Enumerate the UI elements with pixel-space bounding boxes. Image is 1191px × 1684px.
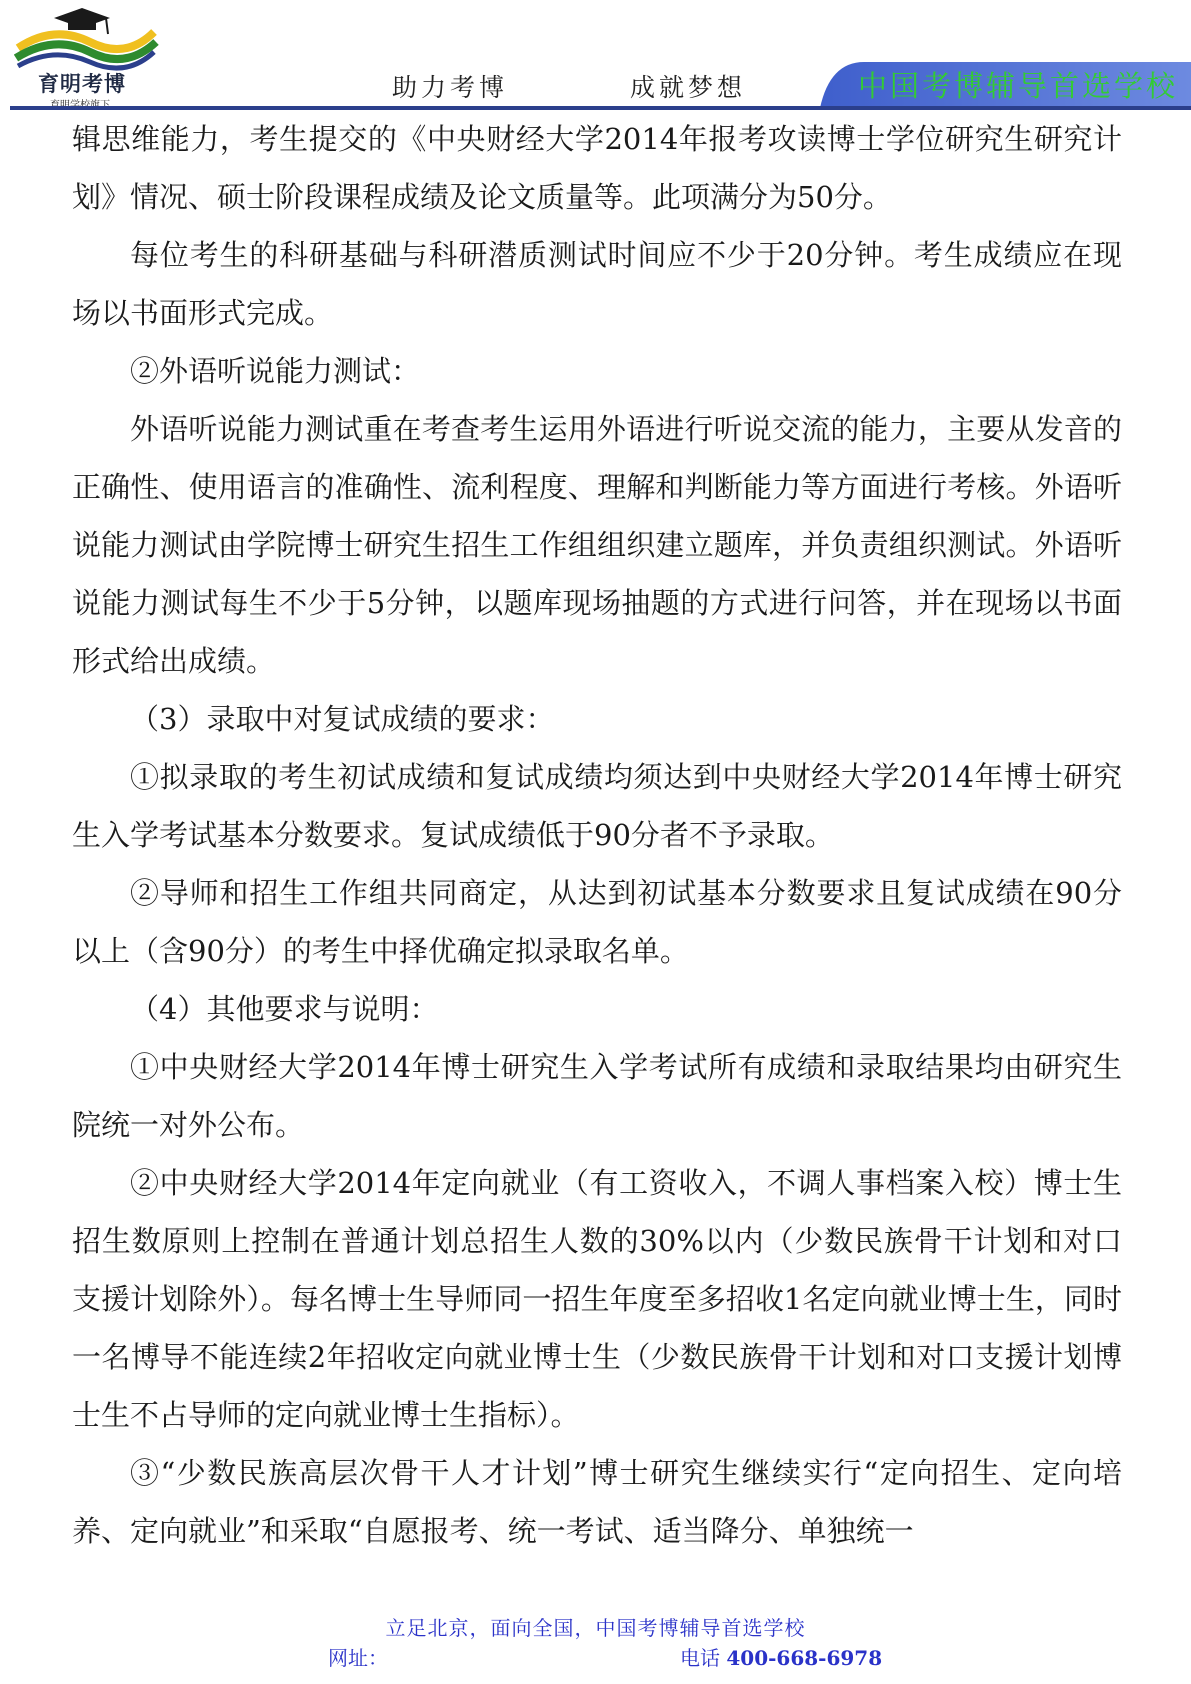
paragraph: （3）录取中对复试成绩的要求： [130, 702, 555, 736]
header-slogan-right: 成就梦想 [630, 73, 747, 102]
paragraph: ②导师和招生工作组共同商定，从达到初试基本分数要求且复试成绩在90分以上（含90分）的考生中择优确定拟录取名单。 [72, 876, 1122, 968]
banner-text: 中国考博辅导首选学校 [858, 69, 1179, 103]
logo-name: 育明考博 [38, 72, 126, 96]
header-slogan-left: 助力考博 [392, 73, 509, 102]
paragraph: ②外语听说能力测试： [130, 354, 421, 388]
footer-tagline: 立足北京，面向全国，中国考博辅导首选学校 [385, 1616, 806, 1640]
paragraph: 外语听说能力测试重在考查考生运用外语进行听说交流的能力，主要从发音的正确性、使用语言的准确性、流利程度、理解和判断能力等方面进行考核。外语听说能力测试由学院博士研究生招生工作组组织建立题库，并负责组织测试。外语听说能力测试每生不少于5分钟，以题库现场抽题的方式进行问答，并在现场以书面形式给出成绩。 [72, 412, 1122, 678]
paragraph: 每位考生的科研基础与科研潜质测试时间应不少于20分钟。考生成绩应在现场以书面形式完成。 [72, 238, 1122, 330]
paragraph: ①拟录取的考生初试成绩和复试成绩均须达到中央财经大学2014年博士研究生入学考试基本分数要求。复试成绩低于90分者不予录取。 [72, 760, 1122, 852]
paragraph: ②中央财经大学2014年定向就业（有工资收入，不调人事档案入校）博士生招生数原则上控制在普通计划总招生人数的30%以内（少数民族骨干计划和对口支援计划除外）。每名博士生导师同一招生年度至多招收1名定向就业博士生，同时一名博导不能连续2年招收定向就业博士生（少数民族骨干计划和对口支援计划博士生不占导师的定向就业博士生指标）。 [72, 1166, 1122, 1432]
page-header [0, 0, 1191, 112]
page-footer [0, 1606, 1191, 1684]
paragraph: ①中央财经大学2014年博士研究生入学考试所有成绩和录取结果均由研究生院统一对外公布。 [72, 1050, 1122, 1142]
footer-phone-label: 电话 [680, 1646, 720, 1670]
document-body [72, 110, 1122, 1560]
school-logo [14, 4, 160, 106]
footer-phone-number: 400-668-6978 [726, 1646, 883, 1670]
header-banner [820, 60, 1191, 108]
footer-phone [680, 1642, 882, 1671]
paragraph: ③“少数民族高层次骨干人才计划”博士研究生继续实行“定向招生、定向培养、定向就业”和采取“自愿报考、统一考试、适当降分、单独统一 [72, 1456, 1122, 1548]
footer-website-label: 网址： [328, 1646, 388, 1670]
graduation-cap-logo-icon [14, 4, 160, 74]
paragraph: 辑思维能力，考生提交的《中央财经大学2014年报考攻读博士学位研究生研究计划》情况、硕士阶段课程成绩及论文质量等。此项满分为50分。 [72, 122, 1122, 214]
paragraph: （4）其他要求与说明： [130, 992, 439, 1026]
